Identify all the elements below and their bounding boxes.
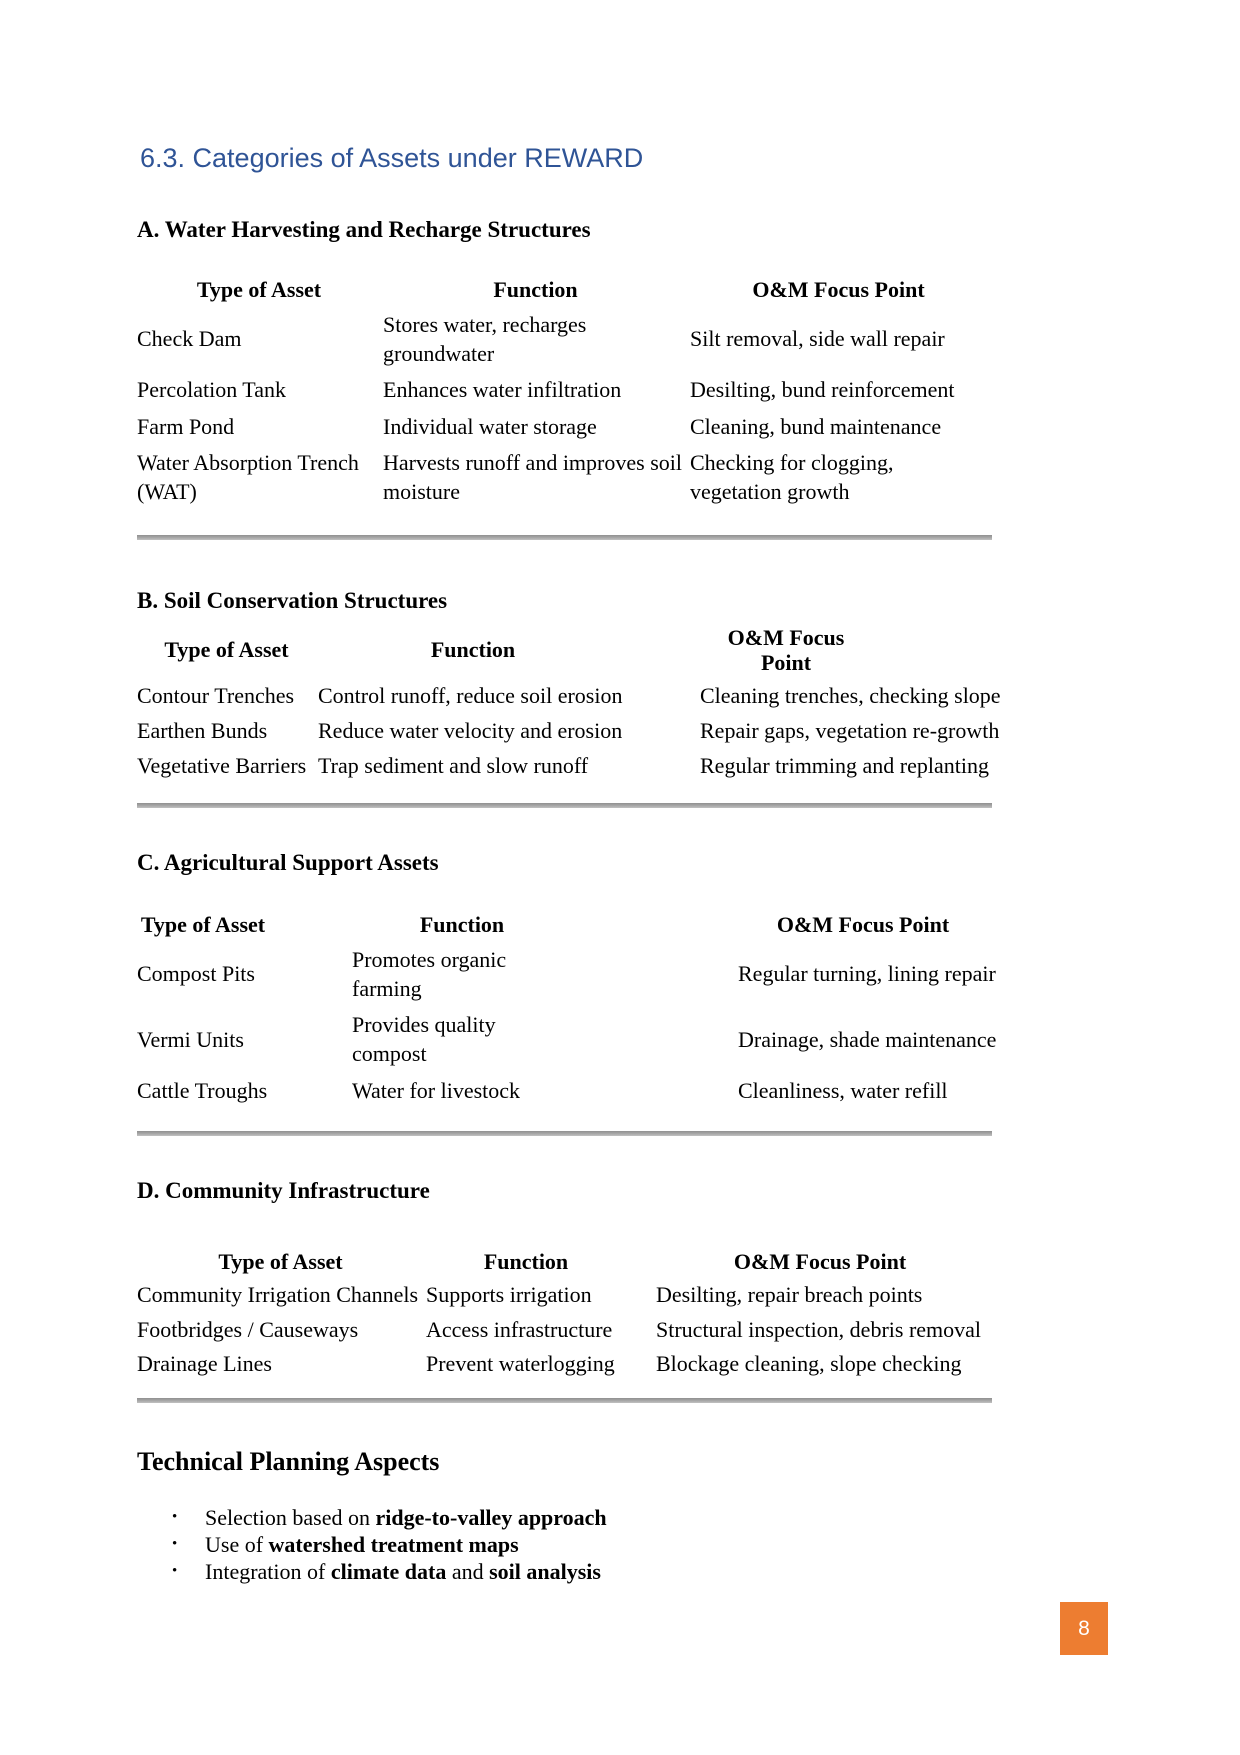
table-row [137, 372, 1057, 409]
table-cell: Control runoff, reduce soil erosion [318, 683, 623, 709]
soil-conservation-table [137, 622, 1057, 784]
column-header: O&M Focus Point [776, 912, 950, 938]
bullet-text: Use of watershed treatment maps [205, 1531, 519, 1557]
table-row [137, 942, 1057, 1007]
table-cell: Desilting, bund reinforcement [690, 377, 955, 403]
bullet-icon: • [172, 1535, 178, 1552]
table-cell: Trap sediment and slow runoff [318, 752, 589, 778]
table-row [137, 749, 1057, 784]
table-cell: Promotes organic farming [352, 947, 507, 1001]
divider [137, 1131, 992, 1136]
table-cell: Cattle Troughs [137, 1077, 268, 1103]
table-cell: Individual water storage [383, 413, 597, 439]
table-cell: Checking for clogging, vegetation growth [690, 450, 894, 504]
table-cell: Community Irrigation Channels [137, 1282, 419, 1308]
column-header: Type of Asset [196, 277, 322, 302]
table-cell: Earthen Bunds [137, 718, 268, 744]
table-cell: Reduce water velocity and erosion [318, 718, 623, 744]
table-cell: Harvests runoff and improves soil moisture [383, 450, 682, 504]
table-cell: Contour Trenches [137, 683, 295, 709]
section-a-title: A. Water Harvesting and Recharge Structures [137, 217, 591, 242]
section-d-title: D. Community Infrastructure [137, 1178, 430, 1204]
document-content [137, 0, 1057, 1585]
bullet-icon: • [172, 1508, 178, 1525]
table-cell: Drainage Lines [137, 1351, 272, 1377]
table-cell: Supports irrigation [426, 1282, 592, 1308]
table-cell: Footbridges / Causeways [137, 1316, 359, 1342]
table-header-row [137, 908, 1057, 942]
section-c-title: C. Agricultural Support Assets [137, 850, 439, 876]
table-cell: Structural inspection, debris removal [656, 1316, 982, 1342]
table-cell: Farm Pond [137, 413, 235, 439]
table-cell: Cleaning, bund maintenance [690, 413, 942, 439]
section-b-title: B. Soil Conservation Structures [137, 587, 448, 613]
bullet-item [137, 1558, 1057, 1585]
page-title: 6.3. Categories of Assets under REWARD [140, 143, 644, 173]
column-header: Function [493, 277, 578, 302]
table-cell: Enhances water infiltration [383, 377, 622, 403]
table-cell: Water for livestock [352, 1077, 521, 1103]
column-header: O&M Focus Point [727, 624, 845, 676]
column-header: O&M Focus Point [752, 277, 925, 302]
table-cell: Desilting, repair breach points [656, 1282, 923, 1308]
water-harvesting-table [137, 273, 1057, 511]
table-row [137, 1073, 1057, 1110]
column-header: Type of Asset [164, 637, 289, 663]
table-cell: Stores water, recharges groundwater [383, 311, 587, 366]
table-header-row [137, 1246, 1057, 1278]
table-cell: Provides quality compost [352, 1012, 496, 1066]
divider [137, 1398, 992, 1403]
column-header: O&M Focus Point [733, 1249, 907, 1275]
table-cell: Blockage cleaning, slope checking [656, 1351, 962, 1377]
table-cell: Regular trimming and replanting [700, 752, 989, 778]
table-header-row [137, 273, 1057, 307]
table-cell: Regular turning, lining repair [738, 961, 996, 987]
column-header: Function [483, 1249, 569, 1275]
table-cell: Access infrastructure [426, 1316, 613, 1342]
table-cell: Water Absorption Trench (WAT) [137, 450, 359, 504]
table-row [137, 445, 1057, 510]
bullet-item [137, 1504, 1057, 1531]
table-cell: Prevent waterlogging [426, 1351, 615, 1377]
table-row [137, 409, 1057, 446]
table-cell: Check Dam [137, 326, 242, 352]
table-row [137, 1278, 1057, 1313]
community-infrastructure-table [137, 1246, 1057, 1382]
table-cell: Silt removal, side wall repair [690, 326, 945, 352]
bullet-item [137, 1531, 1057, 1558]
technical-planning-title: Technical Planning Aspects [137, 1446, 440, 1476]
table-cell: Percolation Tank [137, 377, 286, 403]
column-header: Function [419, 912, 505, 938]
table-row [137, 1313, 1057, 1348]
table-cell: Repair gaps, vegetation re-growth [700, 718, 1000, 744]
table-cell: Vegetative Barriers [137, 752, 307, 778]
column-header: Function [430, 637, 516, 663]
agricultural-support-table [137, 908, 1057, 1109]
table-row [137, 714, 1057, 749]
table-cell: Vermi Units [137, 1026, 244, 1052]
table-cell: Cleanliness, water refill [738, 1077, 948, 1103]
table-row [137, 1347, 1057, 1382]
divider [137, 803, 992, 808]
table-cell: Drainage, shade maintenance [738, 1026, 997, 1052]
divider [137, 535, 992, 540]
table-row [137, 1007, 1057, 1072]
bullet-icon: • [172, 1562, 178, 1579]
table-header-row [137, 622, 1057, 680]
column-header: Type of Asset [218, 1249, 343, 1275]
table-cell: Compost Pits [137, 961, 255, 987]
table-row [137, 679, 1057, 714]
page-number-badge: 8 [1060, 1602, 1108, 1655]
bullet-text: Selection based on ridge-to-valley approach [205, 1504, 607, 1530]
column-header: Type of Asset [140, 912, 266, 938]
technical-bullet-list [137, 1504, 1057, 1585]
table-row [137, 307, 1057, 372]
bullet-text: Integration of climate data and soil analysis [205, 1558, 601, 1584]
table-cell: Cleaning trenches, checking slope [700, 683, 1001, 709]
